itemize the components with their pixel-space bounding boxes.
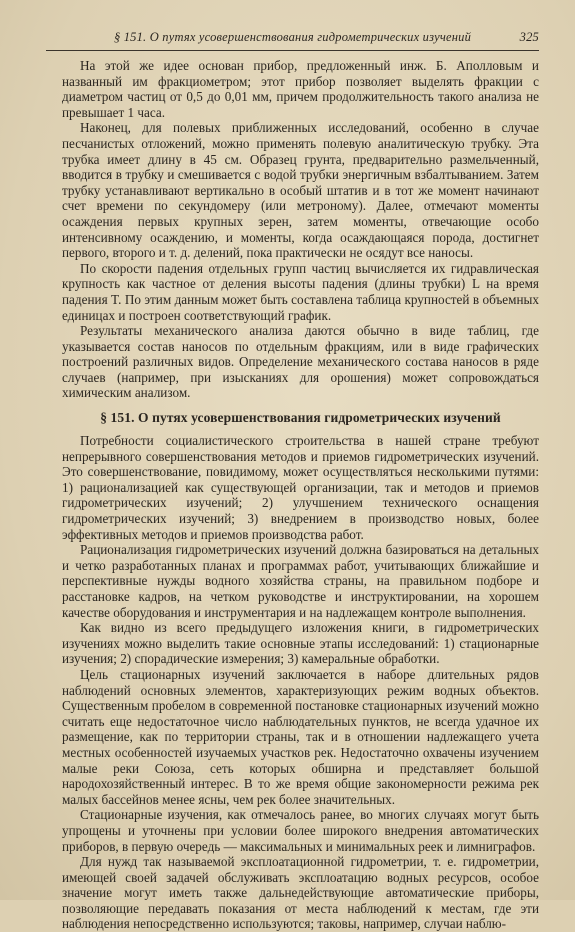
paragraph: Результаты механического анализа даются обычно в виде таблиц, где указывается состав наносов по отдельным фракциям, или в виде графических построений различных видов. Определение механического состава наносов в ряде случаев (например, при изысканиях для орошения) может сопровождаться химическим анализом. (62, 323, 539, 401)
paragraph: Как видно из всего предыдущего изложения книги, в гидрометрических изучениях можно выделить такие основные этапы исследований: 1) стационарные изучения; 2) спорадические измерения; 3) камеральные обработки. (62, 620, 539, 667)
page-body (62, 58, 539, 932)
running-header-title: § 151. О путях усовершенствования гидрометрических изучений (113, 30, 472, 44)
paragraph: Стационарные изучения, как отмечалось ранее, во многих случаях могут быть упрощены и уточнены при условии более широкого внедрения автоматических приборов, в первую очередь — максимальных и минимальных реек и лимниграфов. (62, 807, 539, 854)
paragraph: Наконец, для полевых приближенных исследований, особенно в случае песчанистых отложений, можно применять полевую аналитическую трубку. Эта трубка имеет длину в 45 см. Образец грунта, предварительно размельченный, вводится в трубку и смешивается с водой трубки энергичным взбалтыванием. Затем трубку устанавливают вертикально в особый штатив и в тот же момент начинают счет времени по секундомеру (или метроному). Далее, отмечают моменты осаждения первых крупных зерен, затем моменты, отвечающие особо интенсивному осаждению, и моменты, когда осаждающаяся порода, достигнет первого, второго и т. д. делений, пока практически не осядут все наносы. (62, 120, 539, 261)
page-number: 325 (519, 30, 539, 44)
paragraph: По скорости падения отдельных групп частиц вычисляется их гидравлическая крупность как частное от деления высоты падения (длины трубки) L на время падения T. По этим данным может быть составлена таблица крупностей в объемных единицах и построен соответствующий график. (62, 260, 539, 323)
paragraph: Потребности социалистического строительства в нашей стране требуют непрерывного совершенствования методов и приемов гидрометрических изучений. Это совершенствование, повидимому, может осуществляться несколькими путями: 1) рационализацией как существующей организации, так и методов и приемов гидрометрических изучений; 2) улучшением технического оснащения гидрометрических изучений; 3) внедрением в производство новых, более эффективных методов и приемов производства работ. (62, 433, 539, 542)
paragraph: Для нужд так называемой эксплоатационной гидрометрии, т. е. гидрометрии, имеющей своей задачей обслуживать эксплоатацию водных ресурсов, особое значение могут иметь также дальнедействующие автоматические приборы, позволяющие передавать показания от места наблюдений к местам, где эти наблюдения непосредственно используются; таковы, например, случаи наблю- (62, 854, 539, 932)
running-header (46, 28, 539, 51)
paragraph: Рационализация гидрометрических изучений должна базироваться на детальных и четко разработанных планах и программах работ, учитывающих ближайшие и перспективные нужды водного хозяйства страны, на правильном подборе и расстановке кадров, на четком руководстве и инструктировании, на хорошем качестве оборудования и инструментария и на надлежащем контроле выполнения. (62, 542, 539, 620)
paragraph: На этой же идее основан прибор, предложенный инж. Б. Аполловым и названный им фракциометром; этот прибор позволяет выделять фракции с диаметром частиц от 0,5 до 0,01 мм, причем продолжительность такого анализа не превышает 1 часа. (62, 58, 539, 120)
paragraph: Цель стационарных изучений заключается в наборе длительных рядов наблюдений основных элементов, характеризующих режим водных объектов. Существенным пробелом в современной постановке стационарных изучений можно считать еще недостаточное число наблюдательных пунктов, не всегда удачное их размещение, как по территории страны, так и в отношении надлежащего учета местных особенностей изучаемых участков рек. Недостаточно охвачены изучением малые реки Союза, сеть которых обширна и представляет большой народохозяйственный интерес. В то же время общие закономерности режима рек малых бассейнов менее ясны, чем рек более значительных. (62, 666, 539, 807)
section-heading: § 151. О путях усовершенствования гидрометрических изучений (100, 410, 501, 426)
